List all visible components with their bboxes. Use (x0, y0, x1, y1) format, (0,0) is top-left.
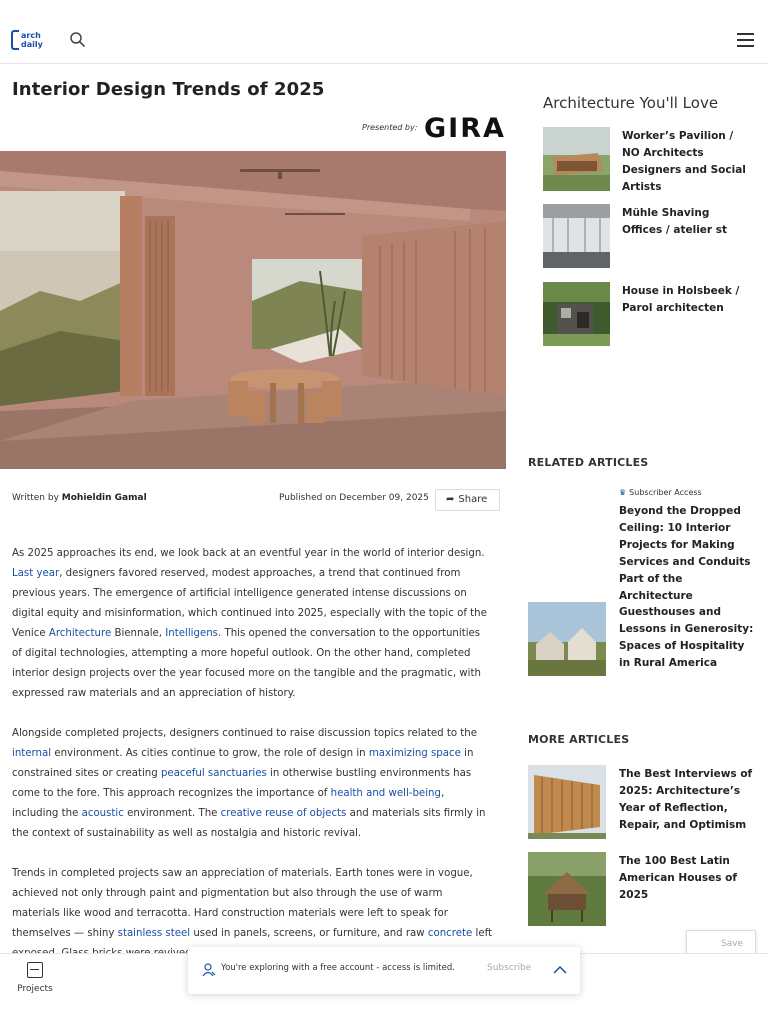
search-icon[interactable] (69, 31, 87, 49)
save-button[interactable]: Save (686, 930, 756, 958)
paragraph-text: . This opened the conversation to the opportunities of digital technologies, attempting a more hopeful outlook. On the other hand, completed interior design projects over the year focused more on the tangible and the pragmatic, with expressed raw materials and an appreciation of history. (12, 628, 481, 699)
projects-label: Projects (17, 984, 53, 994)
free-account-message: You're exploring with a free account - access is limited. (221, 963, 455, 973)
paragraph-text: in otherwise bustling environments has come to the fore. This approach recognizes the importance of (12, 768, 472, 799)
love-item[interactable] (543, 204, 758, 270)
paragraph-text: , designers favored reserved, modest approaches, a trend that continued from previous years. The emergence of artificial intelligence generated intense discussions on digital equity and misinformation, which continued into 2025, especially with the topic of the Venice (12, 568, 487, 639)
related-article-title[interactable]: Guesthouses and Lessons in Generosity: Spaces of Hospitality in Rural America (619, 606, 754, 669)
written-by-label: Written by (12, 493, 59, 503)
archdaily-logo[interactable] (11, 28, 47, 52)
crown-icon: ♛ (619, 488, 627, 497)
projects-tab[interactable] (10, 962, 60, 994)
love-item[interactable] (543, 282, 758, 348)
more-article-title[interactable]: The Best Interviews of 2025: Architecture’s Year of Reflection, Repair, and Optimism (619, 768, 753, 831)
author-name[interactable]: Mohieldin Gamal (61, 493, 147, 503)
inline-link[interactable]: stainless steel (117, 928, 191, 939)
related-article-thumbnail[interactable] (528, 602, 606, 676)
share-label: Share (458, 494, 488, 505)
more-article-thumbnail[interactable] (528, 765, 606, 839)
share-arrow-icon: ➦ (446, 494, 455, 505)
more-article-title[interactable]: The 100 Best Latin American Houses of 2025 (619, 855, 737, 901)
logo-text: arch daily (21, 31, 43, 49)
love-item-thumbnail[interactable] (543, 282, 610, 346)
love-item-thumbnail[interactable] (543, 127, 610, 191)
sponsor-logo[interactable]: GIRA (424, 113, 506, 144)
free-account-notice (188, 947, 580, 994)
paragraph-text: As 2025 approaches its end, we look back at an eventful year in the world of interior design. (12, 548, 485, 559)
more-articles-heading: MORE ARTICLES (528, 733, 630, 746)
love-item-title[interactable]: House in Holsbeek / Parol architecten (622, 285, 740, 314)
inline-link[interactable]: Intelligens (165, 628, 218, 639)
love-item-thumbnail[interactable] (543, 204, 610, 268)
article-title: Interior Design Trends of 2025 (12, 79, 325, 100)
paragraph-text: and materials sits firmly in the context of sustainability as well as nostalgia and historic revival. (12, 808, 486, 839)
paragraph-text: used in panels, screens, or furniture, and raw (190, 928, 428, 939)
user-icon (202, 962, 216, 976)
paragraph-text: , including the (12, 788, 445, 819)
inline-link[interactable]: creative reuse of objects (220, 808, 347, 819)
inline-link[interactable]: maximizing space (368, 748, 461, 759)
paragraph-text: left (475, 928, 492, 939)
paragraph-text: Trends in completed projects saw an appreciation of materials. Earth tones were in vogue, achieved not only through paint and pigmentation but also through the use of warm materials like wood and terracotta. Hard construction materials were left to speak for themselves — shiny (12, 868, 473, 939)
related-articles-heading: RELATED ARTICLES (528, 456, 649, 469)
article-paragraph (12, 544, 492, 704)
paragraph-text: Biennale, (111, 628, 166, 639)
published-date: Published on December 09, 2025 (279, 493, 429, 503)
inline-link[interactable]: acoustic (81, 808, 124, 819)
related-article-title[interactable]: Beyond the Dropped Ceiling: 10 Interior Projects for Making Services and Conduits Part of the Architecture (619, 505, 751, 602)
inline-link[interactable]: internal (12, 748, 52, 759)
inline-link[interactable]: health and well-being (330, 788, 441, 799)
projects-icon (27, 962, 43, 978)
article-body (12, 544, 492, 984)
inline-link[interactable]: Last year (12, 568, 60, 579)
presented-by-label: Presented by: (362, 123, 418, 132)
top-navigation-bar (0, 0, 768, 64)
paragraph-text: Alongside completed projects, designers continued to raise discussion topics related to the (12, 728, 478, 739)
hero-image[interactable] (0, 151, 506, 469)
chevron-up-icon[interactable] (553, 961, 567, 973)
love-item-title[interactable]: Worker’s Pavilion / NO Architects Designers and Social Artists (622, 130, 746, 193)
subscriber-access-badge (619, 488, 702, 497)
more-article-thumbnail[interactable] (528, 852, 606, 926)
logo-mark (11, 30, 19, 50)
architecture-you-will-love-title: Architecture You'll Love (543, 94, 719, 112)
share-button[interactable] (435, 489, 500, 511)
hamburger-menu-icon[interactable] (736, 31, 756, 49)
inline-link[interactable]: Architecture (48, 628, 112, 639)
subscriber-access-label: Subscriber Access (629, 488, 702, 497)
love-item-title[interactable]: Mühle Shaving Offices / atelier st (622, 207, 728, 236)
byline (12, 493, 147, 503)
inline-link[interactable]: peaceful sanctuaries (160, 768, 267, 779)
inline-link[interactable]: concrete (427, 928, 473, 939)
subscribe-link[interactable]: Subscribe (487, 963, 532, 973)
paragraph-text: in constrained sites or creating (12, 748, 474, 779)
paragraph-text: environment. As cities continue to grow, the role of design in (51, 748, 369, 759)
love-item[interactable] (543, 127, 758, 193)
article-paragraph (12, 724, 492, 844)
paragraph-text: environment. The (123, 808, 221, 819)
